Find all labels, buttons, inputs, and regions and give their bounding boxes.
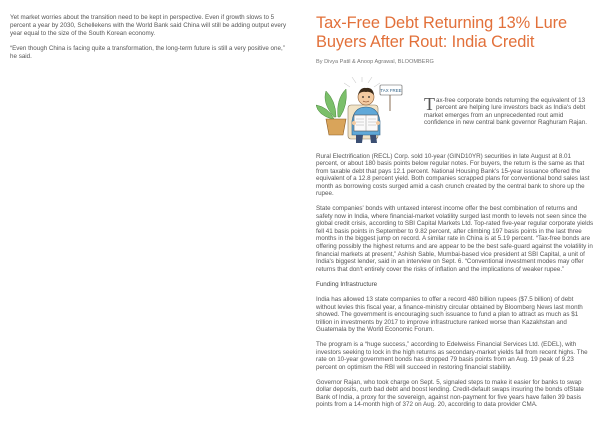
article-byline: By Divya Patil & Anoop Agrawal, BLOOMBERG [316, 59, 434, 65]
article-column [316, 14, 594, 416]
illustration-lead-block [316, 77, 594, 145]
article-paragraph-2: State companies' bonds with untaxed interest income offer the best combination of returns and safety now in India, where financial-market volatility surged last month to levels not seen since the global credit crisis, according to SBI Capital Markets Ltd. Top-rated five-year regular corporate yields fell 41 basis points in September to 9.82 percent, after climbing 197 basis points in the last three months in the biggest jump on record. A similar rate in China is at 5.19 percent. “Tax-free bonds are offering possibly the highest returns and are appear to be the best safe-guard against the volatility in financial markets at present,” Ashish Sable, Mumbai-based vice president at SBI Capital, a unit of India's biggest lender, said in an interview on Sept. 6. “Conventional investment modes may offer returns that don't entirely cover the risks of inflation and the implications of weaker rupee.” [316, 205, 594, 273]
lead-paragraph [424, 93, 594, 127]
tax-free-sign-text: TAX FREE [380, 87, 402, 93]
man-reading-newspaper-illustration [316, 77, 421, 145]
article-paragraph-4: The program is a “huge success,” according to Edelweiss Financial Services Ltd. (EDEL), with investors seeking to lock in the high returns as secondary-market yields fall from recent highs. The rate on 10-year government bonds has dropped 79 basis points from an Aug. 19 peak of 9.23 percent on optimism the RBI will succeed in restoring financial stability. [316, 341, 588, 371]
article-paragraph-5: Governor Rajan, who took charge on Sept. 5, signaled steps to make it easier for banks to swap dollar deposits, curb bad debt and boost lending. Credit-default swaps insuring the bonds ofState Bank of India, a proxy for the sovereign, against non-payment for five years have fallen 39 basis points from a 14-month high of 372 on Aug. 20, according to data provider CMA. [316, 378, 584, 409]
left-column [10, 14, 292, 67]
article-paragraph-3: India has allowed 13 state companies to offer a record 480 billion rupees ($7.5 billion) of debt without levies this fiscal year, a finance-ministry circular obtained by Bloomberg News last month showed. The government is encouraging such issuance to fund a plan to attract as much as $1 trillion in investments by 2017 to improve infrastructure ranked worse than Kazakhstan and Guatemala by the World Economic Forum. [316, 296, 583, 334]
lead-text: ax-free corporate bonds returning the equivalent of 13 percent are helping lure investors back as India's debt market emerges from an unprecedented rout amid confidence in new central bank governor Raghuram Rajan. [424, 96, 587, 127]
section-subhead: Funding Infrastructure [316, 280, 378, 288]
article-paragraph-1: Rural Electrification (RECL) Corp. sold 10-year (GIND10YR) securities in late August at 8.01 percent, or about 180 basis points below regular notes. For buyers, the return is the same as that from taxable debt that pays 12.1 percent. National Housing Bank's 15-year issuance offered the equivalent of a 12.8 percent yield. Both companies scrapped plans for conventional bond sales last month as borrowing costs surged amid a cash crunch created by the central bank to shore up the rupee. [316, 152, 590, 198]
dropcap: T [424, 93, 435, 114]
article-headline: Tax-Free Debt Returning 13% Lure Buyers After Rout: India Credit [316, 14, 567, 51]
left-paragraph-1: Yet market worries about the transition need to be kept in perspective. Even if growth slows to 5 percent a year by 2030, Schellekens with the World Bank said China will still be adding output every year equal to the size of the South Korean economy. [10, 14, 287, 38]
left-paragraph-2: “Even though China is facing quite a transformation, the long-term future is still a very positive one,” he said. [10, 44, 285, 60]
